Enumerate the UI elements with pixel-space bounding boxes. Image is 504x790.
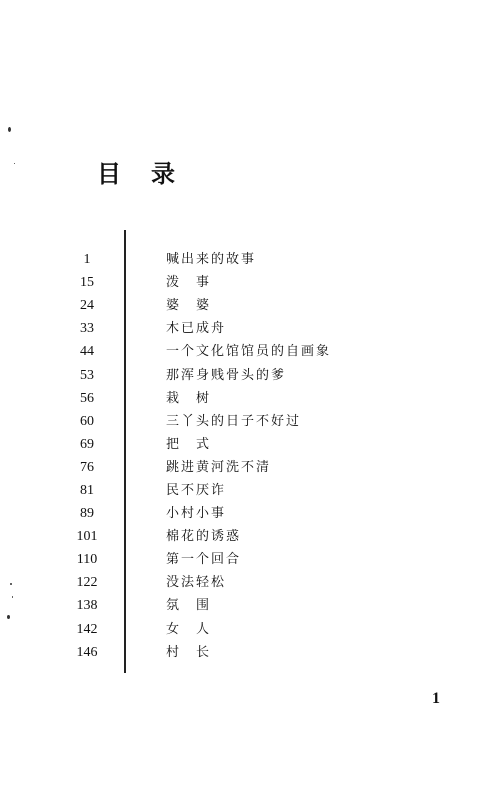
scan-speck bbox=[14, 163, 15, 164]
toc-title: 栽 树 bbox=[166, 390, 212, 406]
toc-entry bbox=[60, 571, 380, 594]
toc-entry bbox=[60, 317, 380, 340]
title-char-2: 录 bbox=[151, 160, 175, 188]
toc-title: 跳进黄河洗不清 bbox=[166, 459, 272, 475]
toc-page-number: 142 bbox=[76, 621, 98, 637]
toc-entry bbox=[60, 525, 380, 548]
toc-page-number: 101 bbox=[76, 529, 98, 545]
toc-title: 三丫头的日子不好过 bbox=[166, 413, 302, 429]
toc-entry bbox=[60, 363, 380, 386]
toc-entry bbox=[60, 456, 380, 479]
toc-page-number: 81 bbox=[80, 482, 94, 498]
scan-speck bbox=[7, 615, 10, 619]
toc-title: 棉花的诱惑 bbox=[166, 529, 242, 545]
toc-entry bbox=[60, 271, 380, 294]
toc-entry bbox=[60, 618, 380, 641]
toc-title: 木已成舟 bbox=[166, 321, 227, 337]
scan-speck bbox=[12, 596, 13, 598]
toc-page-number: 138 bbox=[76, 598, 98, 614]
toc-title: 民不厌诈 bbox=[166, 482, 227, 498]
toc-page-number: 44 bbox=[80, 344, 94, 360]
toc-entry bbox=[60, 502, 380, 525]
toc-title: 婆 婆 bbox=[166, 298, 212, 314]
toc-page-number: 24 bbox=[80, 298, 94, 314]
toc-entry bbox=[60, 479, 380, 502]
toc-title: 女 人 bbox=[166, 621, 212, 637]
toc-entry bbox=[60, 248, 380, 271]
title-char-1: 目 bbox=[97, 160, 121, 188]
table-of-contents bbox=[60, 248, 380, 664]
toc-entry bbox=[60, 433, 380, 456]
toc-entry bbox=[60, 641, 380, 664]
toc-title: 氛 围 bbox=[166, 598, 212, 614]
toc-entry bbox=[60, 594, 380, 617]
toc-entry bbox=[60, 387, 380, 410]
toc-page-number: 146 bbox=[76, 644, 98, 660]
toc-title: 那浑身贱骨头的爹 bbox=[166, 367, 287, 383]
toc-page-number: 76 bbox=[80, 459, 94, 475]
toc-page-number: 122 bbox=[76, 575, 98, 591]
page-title bbox=[97, 160, 175, 188]
toc-page-number: 33 bbox=[80, 321, 94, 337]
toc-entry bbox=[60, 410, 380, 433]
toc-entry bbox=[60, 294, 380, 317]
toc-page-number: 1 bbox=[83, 252, 91, 268]
toc-entry bbox=[60, 548, 380, 571]
scan-speck bbox=[10, 583, 12, 585]
toc-title: 泼 事 bbox=[166, 275, 212, 291]
toc-page-number: 89 bbox=[80, 506, 94, 522]
toc-page-number: 53 bbox=[80, 367, 94, 383]
toc-title: 第一个回合 bbox=[166, 552, 242, 568]
toc-title: 村 长 bbox=[166, 644, 212, 660]
toc-title: 一个文化馆馆员的自画象 bbox=[166, 344, 332, 360]
toc-title: 小村小事 bbox=[166, 506, 227, 522]
toc-page-number: 69 bbox=[80, 436, 94, 452]
toc-entry bbox=[60, 340, 380, 363]
toc-page-number: 110 bbox=[76, 552, 98, 568]
toc-page-number: 56 bbox=[80, 390, 94, 406]
toc-page-number: 60 bbox=[80, 413, 94, 429]
toc-page-number: 15 bbox=[80, 275, 94, 291]
page-number: 1 bbox=[432, 690, 440, 707]
toc-title: 喊出来的故事 bbox=[166, 252, 257, 268]
toc-title: 把 式 bbox=[166, 436, 212, 452]
scan-speck bbox=[8, 127, 11, 132]
toc-title: 没法轻松 bbox=[166, 575, 227, 591]
